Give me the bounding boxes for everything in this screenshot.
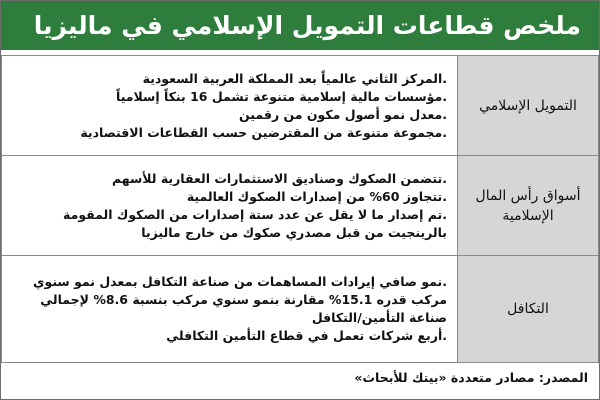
row-label: أسواق رأس المال الإسلامية [458, 156, 599, 256]
table-row-takaful [2, 256, 599, 363]
page-title: ملخص قطاعات التمويل الإسلامي في ماليزيا [1, 1, 599, 50]
list-item: .أربع شركات تعمل في قطاع التأمين التكافلي [166, 328, 447, 343]
list-item: .تتضمن الصكوك وصناديق الاستثمارات العقارية للأسهم [111, 170, 447, 186]
table-row-islamic-finance [2, 56, 599, 156]
list-item: .تتجاوز 60% من إصدارات الصكوك العالمية [186, 188, 447, 204]
list-item: .نمو صافي إيرادات المساهمات من صناعة التكافل بمعدل نمو سنوي مركب قدره 15.1% مقارنة بنمو سنوي مركب بنسبة 8.6% لإجمالي صناعة التأمين/التكافل [33, 274, 447, 325]
row-label: التمويل الإسلامي [458, 56, 599, 156]
table-row-capital-markets [2, 156, 599, 256]
list-item: .مؤسسات مالية إسلامية متنوعة تشمل 16 بنكاً إسلامياً [116, 88, 447, 104]
list-item: .المركز الثاني عالمياً بعد المملكة العربية السعودية [142, 70, 447, 86]
row-label: التكافل [458, 256, 599, 363]
source-note: المصدر: مصادر متعددة «بيتك للأبحاث» [354, 370, 588, 385]
row-content [2, 256, 458, 363]
row-content [2, 156, 458, 256]
list-item: .مجموعة متنوعة من المقترضين حسب القطاعات الاقتصادية [80, 124, 447, 140]
row-content [2, 56, 458, 156]
list-item: .معدل نمو أصول مكون من رقمين [239, 106, 447, 122]
list-item: .تم إصدار ما لا يقل عن عدد ستة إصدارات من الصكوك المقومة بالرينجيت من قبل مصدري صكوك من خارج ماليزيا [63, 206, 447, 240]
summary-table [1, 55, 599, 363]
